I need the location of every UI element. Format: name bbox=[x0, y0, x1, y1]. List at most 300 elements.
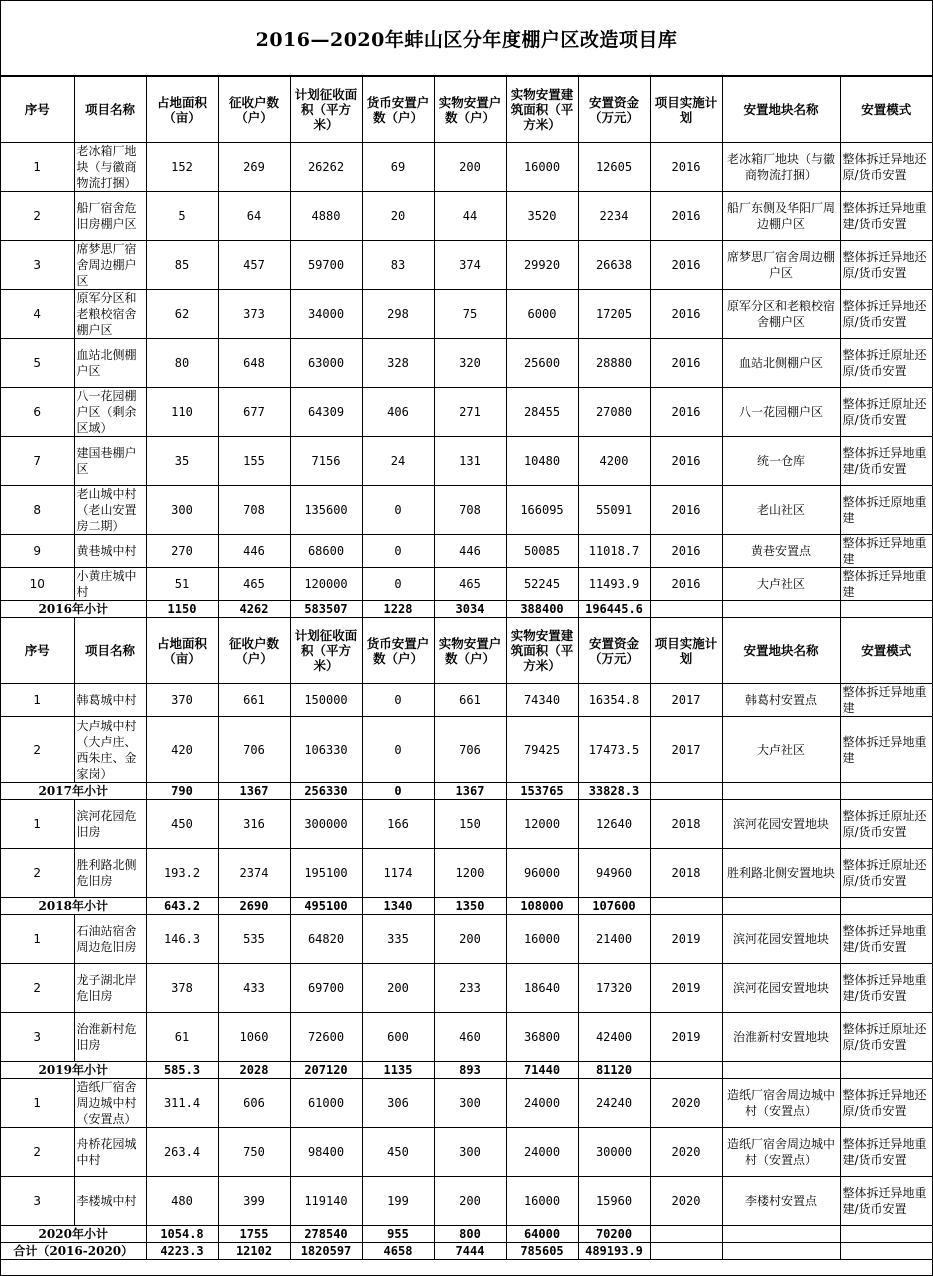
table-cell: 12640 bbox=[578, 800, 650, 849]
total-cell: 785605 bbox=[506, 1243, 578, 1260]
subtotal-cell: 1350 bbox=[434, 898, 506, 915]
total-cell: 12102 bbox=[218, 1243, 290, 1260]
table-cell: 2 bbox=[1, 1128, 74, 1177]
subtotal-cell: 1755 bbox=[218, 1226, 290, 1243]
table-cell: 64309 bbox=[290, 388, 362, 437]
table-cell: 311.4 bbox=[146, 1079, 218, 1128]
table-cell: 27080 bbox=[578, 388, 650, 437]
table-cell: 12605 bbox=[578, 143, 650, 192]
table-cell: 整体拆迁异地重建/货币安置 bbox=[840, 1128, 932, 1177]
table-cell: 原军分区和老粮校宿舍棚户区 bbox=[722, 290, 840, 339]
table-cell: 大卢社区 bbox=[722, 568, 840, 601]
table-cell: 2016 bbox=[650, 535, 722, 568]
table-row bbox=[1, 535, 932, 568]
table-cell: 治淮新村安置地块 bbox=[722, 1013, 840, 1062]
header-cell: 货币安置户数（户） bbox=[362, 77, 434, 143]
header-cell: 安置地块名称 bbox=[722, 618, 840, 684]
subtotal-cell: 0 bbox=[362, 783, 434, 800]
header-cell: 项目实施计划 bbox=[650, 618, 722, 684]
table-cell: 300 bbox=[434, 1128, 506, 1177]
table-cell: 55091 bbox=[578, 486, 650, 535]
table-cell: 造纸厂宿舍周边城中村（安置点） bbox=[722, 1128, 840, 1177]
empty-cell bbox=[840, 783, 932, 800]
table-cell: 2017 bbox=[650, 684, 722, 717]
empty-cell bbox=[722, 1062, 840, 1079]
subtotal-cell: 207120 bbox=[290, 1062, 362, 1079]
header-cell: 安置模式 bbox=[840, 77, 932, 143]
header-cell: 安置资金（万元） bbox=[578, 618, 650, 684]
header-cell: 征收户数（户） bbox=[218, 618, 290, 684]
table-cell: 11493.9 bbox=[578, 568, 650, 601]
empty-cell bbox=[650, 1062, 722, 1079]
table-cell: 374 bbox=[434, 241, 506, 290]
header-cell: 序号 bbox=[1, 77, 74, 143]
table-cell: 193.2 bbox=[146, 849, 218, 898]
header-cell: 项目名称 bbox=[74, 618, 146, 684]
table-cell: 26262 bbox=[290, 143, 362, 192]
subtotal-cell: 81120 bbox=[578, 1062, 650, 1079]
table-cell: 0 bbox=[362, 568, 434, 601]
table-cell: 2016 bbox=[650, 290, 722, 339]
subtotal-cell: 388400 bbox=[506, 601, 578, 618]
table-cell: 420 bbox=[146, 717, 218, 783]
table-cell: 2020 bbox=[650, 1128, 722, 1177]
subtotal-cell: 64000 bbox=[506, 1226, 578, 1243]
table-cell: 706 bbox=[218, 717, 290, 783]
table-cell: 整体拆迁原地重建 bbox=[840, 486, 932, 535]
table-cell: 李楼村安置点 bbox=[722, 1177, 840, 1226]
table-cell: 446 bbox=[434, 535, 506, 568]
subtotal-label: 2020年小计 bbox=[1, 1226, 146, 1243]
subtotal-row bbox=[1, 601, 932, 618]
table-cell: 17473.5 bbox=[578, 717, 650, 783]
table-cell: 648 bbox=[218, 339, 290, 388]
table-row bbox=[1, 1177, 932, 1226]
table-cell: 2016 bbox=[650, 486, 722, 535]
table-cell: 200 bbox=[434, 915, 506, 964]
table-cell: 整体拆迁原址还原/货币安置 bbox=[840, 800, 932, 849]
table-cell: 465 bbox=[218, 568, 290, 601]
table-cell: 胜利路北侧危旧房 bbox=[74, 849, 146, 898]
table-cell: 大卢社区 bbox=[722, 717, 840, 783]
table-cell: 老山社区 bbox=[722, 486, 840, 535]
table-cell: 龙子湖北岸危旧房 bbox=[74, 964, 146, 1013]
table-cell: 0 bbox=[362, 535, 434, 568]
table-cell: 28880 bbox=[578, 339, 650, 388]
table-cell: 整体拆迁异地还原/货币安置 bbox=[840, 143, 932, 192]
table-cell: 1060 bbox=[218, 1013, 290, 1062]
table-cell: 李楼城中村 bbox=[74, 1177, 146, 1226]
table-cell: 298 bbox=[362, 290, 434, 339]
table-cell: 整体拆迁异地还原/货币安置 bbox=[840, 241, 932, 290]
subtotal-label: 2018年小计 bbox=[1, 898, 146, 915]
table-row bbox=[1, 290, 932, 339]
table-cell: 263.4 bbox=[146, 1128, 218, 1177]
table-row bbox=[1, 192, 932, 241]
total-row bbox=[1, 1243, 932, 1260]
table-cell: 535 bbox=[218, 915, 290, 964]
table-cell: 135600 bbox=[290, 486, 362, 535]
empty-cell bbox=[722, 783, 840, 800]
total-cell: 4658 bbox=[362, 1243, 434, 1260]
table-cell: 老冰箱厂地块（与徽商物流打捆） bbox=[722, 143, 840, 192]
table-cell: 64 bbox=[218, 192, 290, 241]
empty-cell bbox=[650, 1226, 722, 1243]
table-cell: 68600 bbox=[290, 535, 362, 568]
table-cell: 2 bbox=[1, 849, 74, 898]
table-cell: 1174 bbox=[362, 849, 434, 898]
table-cell: 320 bbox=[434, 339, 506, 388]
table-cell: 21400 bbox=[578, 915, 650, 964]
table-cell: 708 bbox=[434, 486, 506, 535]
table-cell: 5 bbox=[146, 192, 218, 241]
table-cell: 黄巷安置点 bbox=[722, 535, 840, 568]
subtotal-cell: 1135 bbox=[362, 1062, 434, 1079]
table-cell: 整体拆迁异地重建/货币安置 bbox=[840, 915, 932, 964]
table-cell: 25600 bbox=[506, 339, 578, 388]
table-cell: 2019 bbox=[650, 915, 722, 964]
table-cell: 300000 bbox=[290, 800, 362, 849]
table-cell: 24000 bbox=[506, 1128, 578, 1177]
subtotal-cell: 1367 bbox=[434, 783, 506, 800]
table-cell: 28455 bbox=[506, 388, 578, 437]
table-cell: 2018 bbox=[650, 849, 722, 898]
empty-cell bbox=[840, 601, 932, 618]
table-cell: 17320 bbox=[578, 964, 650, 1013]
subtotal-row bbox=[1, 1226, 932, 1243]
table-cell: 2017 bbox=[650, 717, 722, 783]
table-cell: 62 bbox=[146, 290, 218, 339]
table-cell: 整体拆迁异地还原/货币安置 bbox=[840, 290, 932, 339]
table-cell: 16000 bbox=[506, 1177, 578, 1226]
table-cell: 2016 bbox=[650, 143, 722, 192]
subtotal-cell: 107600 bbox=[578, 898, 650, 915]
table-cell: 16354.8 bbox=[578, 684, 650, 717]
table-cell: 69700 bbox=[290, 964, 362, 1013]
table-cell: 胜利路北侧安置地块 bbox=[722, 849, 840, 898]
table-cell: 滨河花园安置地块 bbox=[722, 964, 840, 1013]
table-cell: 233 bbox=[434, 964, 506, 1013]
subtotal-cell: 800 bbox=[434, 1226, 506, 1243]
table-title: 2016—2020年蚌山区分年度棚户区改造项目库 bbox=[1, 1, 932, 76]
table-cell: 677 bbox=[218, 388, 290, 437]
table-cell: 61 bbox=[146, 1013, 218, 1062]
table-cell: 61000 bbox=[290, 1079, 362, 1128]
empty-cell bbox=[722, 898, 840, 915]
table-cell: 11018.7 bbox=[578, 535, 650, 568]
table-row bbox=[1, 1013, 932, 1062]
table-cell: 29920 bbox=[506, 241, 578, 290]
table-row bbox=[1, 568, 932, 601]
table-cell: 0 bbox=[362, 684, 434, 717]
empty-cell bbox=[650, 1243, 722, 1260]
table-cell: 3520 bbox=[506, 192, 578, 241]
table-cell: 750 bbox=[218, 1128, 290, 1177]
subtotal-cell: 4262 bbox=[218, 601, 290, 618]
table-cell: 120000 bbox=[290, 568, 362, 601]
table-cell: 黄巷城中村 bbox=[74, 535, 146, 568]
table-cell: 2374 bbox=[218, 849, 290, 898]
table-cell: 433 bbox=[218, 964, 290, 1013]
table-cell: 2234 bbox=[578, 192, 650, 241]
table-cell: 166095 bbox=[506, 486, 578, 535]
table-cell: 韩葛村安置点 bbox=[722, 684, 840, 717]
table-cell: 2019 bbox=[650, 1013, 722, 1062]
table-cell: 460 bbox=[434, 1013, 506, 1062]
table-cell: 整体拆迁异地重建 bbox=[840, 717, 932, 783]
table-cell: 24 bbox=[362, 437, 434, 486]
table-cell: 166 bbox=[362, 800, 434, 849]
header-cell: 计划征收面积（平方米） bbox=[290, 77, 362, 143]
subtotal-cell: 108000 bbox=[506, 898, 578, 915]
subtotal-cell: 955 bbox=[362, 1226, 434, 1243]
table-row bbox=[1, 1079, 932, 1128]
table-cell: 整体拆迁异地重建/货币安置 bbox=[840, 192, 932, 241]
table-cell: 17205 bbox=[578, 290, 650, 339]
table-cell: 59700 bbox=[290, 241, 362, 290]
table-row bbox=[1, 437, 932, 486]
table-cell: 42400 bbox=[578, 1013, 650, 1062]
table-cell: 1 bbox=[1, 800, 74, 849]
table-cell: 1 bbox=[1, 1079, 74, 1128]
table-cell: 船厂东侧及华阳厂周边棚户区 bbox=[722, 192, 840, 241]
table-cell: 200 bbox=[434, 1177, 506, 1226]
table-cell: 328 bbox=[362, 339, 434, 388]
table-cell: 滨河花园危旧房 bbox=[74, 800, 146, 849]
table-cell: 12000 bbox=[506, 800, 578, 849]
table-cell: 老冰箱厂地块（与徽商物流打捆） bbox=[74, 143, 146, 192]
table-cell: 150000 bbox=[290, 684, 362, 717]
table-cell: 2018 bbox=[650, 800, 722, 849]
header-cell: 安置资金（万元） bbox=[578, 77, 650, 143]
header-cell: 征收户数（户） bbox=[218, 77, 290, 143]
table-cell: 131 bbox=[434, 437, 506, 486]
table-cell: 4 bbox=[1, 290, 74, 339]
total-cell: 4223.3 bbox=[146, 1243, 218, 1260]
table-cell: 26638 bbox=[578, 241, 650, 290]
table-cell: 64820 bbox=[290, 915, 362, 964]
table-cell: 300 bbox=[146, 486, 218, 535]
table-row bbox=[1, 143, 932, 192]
table-cell: 24240 bbox=[578, 1079, 650, 1128]
subtotal-cell: 583507 bbox=[290, 601, 362, 618]
table-cell: 4200 bbox=[578, 437, 650, 486]
table-cell: 406 bbox=[362, 388, 434, 437]
table-cell: 450 bbox=[362, 1128, 434, 1177]
table-cell: 整体拆迁原址还原/货币安置 bbox=[840, 849, 932, 898]
header-cell: 计划征收面积（平方米） bbox=[290, 618, 362, 684]
table-cell: 271 bbox=[434, 388, 506, 437]
table-cell: 399 bbox=[218, 1177, 290, 1226]
table-cell: 200 bbox=[434, 143, 506, 192]
table-cell: 146.3 bbox=[146, 915, 218, 964]
table-cell: 舟桥花园城中村 bbox=[74, 1128, 146, 1177]
table-cell: 3 bbox=[1, 241, 74, 290]
subtotal-cell: 893 bbox=[434, 1062, 506, 1079]
table-cell: 35 bbox=[146, 437, 218, 486]
table-cell: 0 bbox=[362, 717, 434, 783]
subtotal-cell: 1340 bbox=[362, 898, 434, 915]
subtotal-cell: 70200 bbox=[578, 1226, 650, 1243]
header-row bbox=[1, 77, 932, 143]
table-cell: 1200 bbox=[434, 849, 506, 898]
table-cell: 2 bbox=[1, 717, 74, 783]
header-row bbox=[1, 618, 932, 684]
table-cell: 造纸厂宿舍周边城中村（安置点） bbox=[722, 1079, 840, 1128]
table-cell: 300 bbox=[434, 1079, 506, 1128]
table-cell: 661 bbox=[434, 684, 506, 717]
table-cell: 195100 bbox=[290, 849, 362, 898]
table-row bbox=[1, 964, 932, 1013]
table-cell: 34000 bbox=[290, 290, 362, 339]
table-cell: 306 bbox=[362, 1079, 434, 1128]
empty-cell bbox=[840, 898, 932, 915]
table-cell: 94960 bbox=[578, 849, 650, 898]
table-cell: 80 bbox=[146, 339, 218, 388]
table-cell: 10480 bbox=[506, 437, 578, 486]
table-cell: 原军分区和老粮校宿舍棚户区 bbox=[74, 290, 146, 339]
subtotal-cell: 278540 bbox=[290, 1226, 362, 1243]
subtotal-cell: 1150 bbox=[146, 601, 218, 618]
table-cell: 51 bbox=[146, 568, 218, 601]
empty-cell bbox=[650, 898, 722, 915]
table-cell: 6 bbox=[1, 388, 74, 437]
subtotal-cell: 2690 bbox=[218, 898, 290, 915]
table-cell: 2016 bbox=[650, 241, 722, 290]
table-row bbox=[1, 717, 932, 783]
table-cell: 269 bbox=[218, 143, 290, 192]
table-cell: 2020 bbox=[650, 1177, 722, 1226]
table-cell: 整体拆迁原址还原/货币安置 bbox=[840, 388, 932, 437]
project-table bbox=[1, 76, 932, 1260]
table-cell: 2016 bbox=[650, 568, 722, 601]
subtotal-cell: 1228 bbox=[362, 601, 434, 618]
table-cell: 106330 bbox=[290, 717, 362, 783]
table-cell: 83 bbox=[362, 241, 434, 290]
subtotal-row bbox=[1, 783, 932, 800]
table-cell: 5 bbox=[1, 339, 74, 388]
table-cell: 血站北侧棚户区 bbox=[722, 339, 840, 388]
table-cell: 335 bbox=[362, 915, 434, 964]
table-cell: 小黄庄城中村 bbox=[74, 568, 146, 601]
table-cell: 50085 bbox=[506, 535, 578, 568]
table-cell: 2016 bbox=[650, 192, 722, 241]
table-cell: 119140 bbox=[290, 1177, 362, 1226]
table-cell: 治淮新村危旧房 bbox=[74, 1013, 146, 1062]
table-row bbox=[1, 339, 932, 388]
table-cell: 15960 bbox=[578, 1177, 650, 1226]
table-cell: 血站北侧棚户区 bbox=[74, 339, 146, 388]
header-cell: 安置模式 bbox=[840, 618, 932, 684]
table-cell: 18640 bbox=[506, 964, 578, 1013]
table-cell: 7156 bbox=[290, 437, 362, 486]
table-cell: 378 bbox=[146, 964, 218, 1013]
table-cell: 滨河花园安置地块 bbox=[722, 915, 840, 964]
subtotal-row bbox=[1, 1062, 932, 1079]
table-cell: 韩葛城中村 bbox=[74, 684, 146, 717]
table-cell: 36800 bbox=[506, 1013, 578, 1062]
table-cell: 96000 bbox=[506, 849, 578, 898]
table-row bbox=[1, 915, 932, 964]
total-cell: 489193.9 bbox=[578, 1243, 650, 1260]
table-cell: 270 bbox=[146, 535, 218, 568]
table-cell: 3 bbox=[1, 1177, 74, 1226]
empty-cell bbox=[722, 1226, 840, 1243]
table-cell: 造纸厂宿舍周边城中村（安置点） bbox=[74, 1079, 146, 1128]
table-cell: 7 bbox=[1, 437, 74, 486]
table-cell: 老山城中村（老山安置房二期） bbox=[74, 486, 146, 535]
table-cell: 整体拆迁异地重建 bbox=[840, 568, 932, 601]
table-cell: 2020 bbox=[650, 1079, 722, 1128]
table-cell: 9 bbox=[1, 535, 74, 568]
table-cell: 152 bbox=[146, 143, 218, 192]
table-cell: 480 bbox=[146, 1177, 218, 1226]
empty-cell bbox=[840, 1226, 932, 1243]
total-label: 合计（2016-2020） bbox=[1, 1243, 146, 1260]
empty-cell bbox=[840, 1062, 932, 1079]
empty-cell bbox=[722, 1243, 840, 1260]
table-cell: 整体拆迁原址还原/货币安置 bbox=[840, 1013, 932, 1062]
table-cell: 整体拆迁异地重建 bbox=[840, 535, 932, 568]
total-cell: 1820597 bbox=[290, 1243, 362, 1260]
table-cell: 370 bbox=[146, 684, 218, 717]
header-cell: 实物安置建筑面积（平方米） bbox=[506, 77, 578, 143]
table-cell: 整体拆迁异地还原/货币安置 bbox=[840, 1079, 932, 1128]
subtotal-cell: 1054.8 bbox=[146, 1226, 218, 1243]
table-cell: 整体拆迁原址还原/货币安置 bbox=[840, 339, 932, 388]
subtotal-cell: 790 bbox=[146, 783, 218, 800]
table-cell: 661 bbox=[218, 684, 290, 717]
subtotal-cell: 643.2 bbox=[146, 898, 218, 915]
table-cell: 1 bbox=[1, 143, 74, 192]
table-cell: 600 bbox=[362, 1013, 434, 1062]
table-cell: 44 bbox=[434, 192, 506, 241]
subtotal-cell: 256330 bbox=[290, 783, 362, 800]
table-cell: 整体拆迁异地重建/货币安置 bbox=[840, 437, 932, 486]
header-cell: 安置地块名称 bbox=[722, 77, 840, 143]
table-row bbox=[1, 388, 932, 437]
subtotal-cell: 71440 bbox=[506, 1062, 578, 1079]
table-cell: 606 bbox=[218, 1079, 290, 1128]
empty-cell bbox=[840, 1243, 932, 1260]
header-cell: 项目实施计划 bbox=[650, 77, 722, 143]
table-cell: 52245 bbox=[506, 568, 578, 601]
table-cell: 席梦思厂宿舍周边棚户区 bbox=[74, 241, 146, 290]
table-cell: 706 bbox=[434, 717, 506, 783]
table-cell: 24000 bbox=[506, 1079, 578, 1128]
header-cell: 序号 bbox=[1, 618, 74, 684]
table-row bbox=[1, 1128, 932, 1177]
table-cell: 0 bbox=[362, 486, 434, 535]
subtotal-cell: 153765 bbox=[506, 783, 578, 800]
table-cell: 16000 bbox=[506, 143, 578, 192]
header-cell: 实物安置建筑面积（平方米） bbox=[506, 618, 578, 684]
table-cell: 150 bbox=[434, 800, 506, 849]
table-cell: 整体拆迁异地重建/货币安置 bbox=[840, 1177, 932, 1226]
subtotal-cell: 196445.6 bbox=[578, 601, 650, 618]
empty-cell bbox=[722, 601, 840, 618]
table-cell: 199 bbox=[362, 1177, 434, 1226]
table-cell: 席梦思厂宿舍周边棚户区 bbox=[722, 241, 840, 290]
table-cell: 2016 bbox=[650, 339, 722, 388]
table-cell: 10 bbox=[1, 568, 74, 601]
table-cell: 85 bbox=[146, 241, 218, 290]
table-cell: 63000 bbox=[290, 339, 362, 388]
table-cell: 建国巷棚户区 bbox=[74, 437, 146, 486]
header-cell: 占地面积（亩） bbox=[146, 618, 218, 684]
table-cell: 3 bbox=[1, 1013, 74, 1062]
subtotal-label: 2017年小计 bbox=[1, 783, 146, 800]
